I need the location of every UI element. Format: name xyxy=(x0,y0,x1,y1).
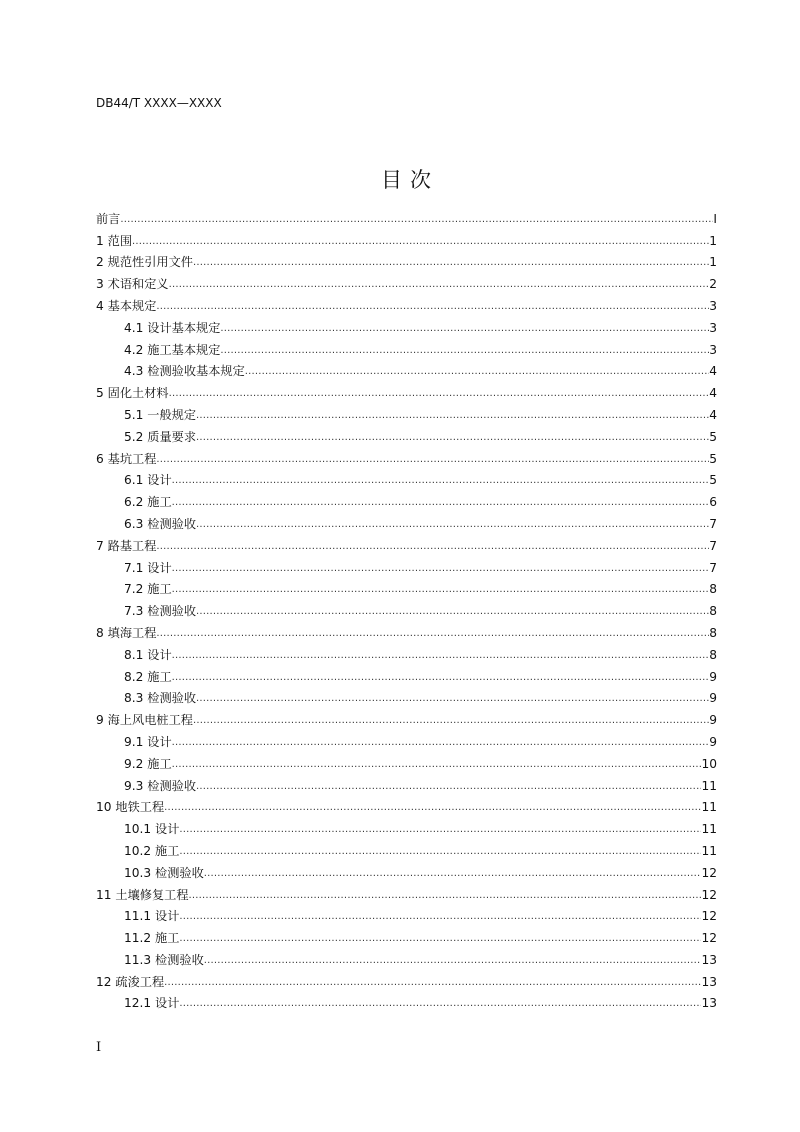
toc-entry[interactable] xyxy=(96,685,717,707)
toc-entry[interactable] xyxy=(96,794,717,816)
toc-leader-dots xyxy=(172,583,710,597)
toc-leader-dots xyxy=(120,213,713,227)
toc-entry[interactable] xyxy=(96,576,717,598)
toc-leader-dots xyxy=(156,627,709,641)
toc-entry-label: 4.1 设计基本规定 xyxy=(124,320,221,335)
toc-entry[interactable] xyxy=(96,488,717,510)
toc-entry-page: 5 xyxy=(709,473,717,488)
toc-entry-label: 11 土壤修复工程 xyxy=(96,887,189,902)
toc-entry[interactable] xyxy=(96,336,717,358)
toc-leader-dots xyxy=(179,910,701,924)
toc-leader-dots xyxy=(196,780,701,794)
toc-entry-page: 5 xyxy=(709,429,717,444)
toc-entry-page: 12 xyxy=(701,887,717,902)
toc-entry-page: 3 xyxy=(709,298,717,313)
toc-entry-label: 11.2 施工 xyxy=(124,931,180,946)
toc-entry[interactable] xyxy=(96,728,717,750)
toc-entry-label: 3 术语和定义 xyxy=(96,277,169,292)
toc-entry-label: 5.2 质量要求 xyxy=(124,429,197,444)
toc-leader-dots xyxy=(179,997,701,1011)
toc-leader-dots xyxy=(204,867,702,881)
toc-entry-label: 11.1 设计 xyxy=(124,909,180,924)
toc-entry[interactable] xyxy=(96,903,717,925)
toc-entry-label: 1 范围 xyxy=(96,233,133,248)
toc-entry-label: 7.1 设计 xyxy=(124,560,172,575)
toc-leader-dots xyxy=(172,758,702,772)
toc-entry-page: 11 xyxy=(701,843,717,858)
toc-leader-dots xyxy=(204,954,702,968)
toc-entry-page: 7 xyxy=(709,538,717,553)
toc-entry-label: 4.3 检测验收基本规定 xyxy=(124,364,245,379)
toc-entry-label: 4 基本规定 xyxy=(96,298,157,313)
toc-entry[interactable] xyxy=(96,815,717,837)
toc-leader-dots xyxy=(172,474,710,488)
toc-leader-dots xyxy=(172,562,710,576)
toc-entry-label: 9.1 设计 xyxy=(124,734,172,749)
toc-leader-dots xyxy=(196,431,709,445)
toc-entry[interactable] xyxy=(96,990,717,1012)
toc-entry-label: 8.2 施工 xyxy=(124,669,172,684)
toc-entry-label: 9.2 施工 xyxy=(124,756,172,771)
toc-entry-page: 6 xyxy=(709,495,717,510)
page-number: I xyxy=(96,1040,102,1055)
toc-entry-label: 6 基坑工程 xyxy=(96,451,157,466)
toc-entry-label: 2 规范性引用文件 xyxy=(96,255,193,270)
toc-entry-page: 9 xyxy=(709,734,717,749)
toc-leader-dots xyxy=(196,518,709,532)
toc-entry[interactable] xyxy=(96,401,717,423)
toc-entry[interactable] xyxy=(96,837,717,859)
toc-entry-label: 12 疏浚工程 xyxy=(96,974,165,989)
toc-entry-page: 1 xyxy=(709,255,717,270)
toc-entry[interactable] xyxy=(96,924,717,946)
toc-leader-dots xyxy=(169,387,710,401)
toc-entry-page: 4 xyxy=(709,386,717,401)
toc-entry-page: 13 xyxy=(701,974,717,989)
table-of-contents xyxy=(96,205,717,1011)
toc-leader-dots xyxy=(193,256,709,270)
toc-leader-dots xyxy=(172,736,710,750)
toc-entry-label: 8 填海工程 xyxy=(96,625,157,640)
toc-entry-label: 6.3 检测验收 xyxy=(124,516,197,531)
toc-leader-dots xyxy=(172,496,710,510)
toc-entry-page: 8 xyxy=(709,647,717,662)
toc-leader-dots xyxy=(164,801,701,815)
toc-title: 目次 xyxy=(381,168,439,192)
toc-entry-label: 7.3 检测验收 xyxy=(124,604,197,619)
toc-leader-dots xyxy=(196,409,709,423)
toc-entry[interactable] xyxy=(96,227,717,249)
toc-entry-label: 7.2 施工 xyxy=(124,582,172,597)
toc-entry-page: 2 xyxy=(709,277,717,292)
toc-entry-label: 前言 xyxy=(96,211,121,226)
toc-entry-page: 10 xyxy=(701,756,717,771)
toc-entry-page: 12 xyxy=(701,931,717,946)
toc-entry[interactable] xyxy=(96,292,717,314)
toc-entry[interactable] xyxy=(96,314,717,336)
toc-entry-page: 11 xyxy=(701,778,717,793)
toc-entry-label: 10.2 施工 xyxy=(124,843,180,858)
toc-leader-dots xyxy=(179,823,701,837)
toc-entry-page: 8 xyxy=(709,582,717,597)
toc-leader-dots xyxy=(220,322,709,336)
toc-entry[interactable] xyxy=(96,445,717,467)
toc-entry[interactable] xyxy=(96,597,717,619)
toc-entry-page: 9 xyxy=(709,713,717,728)
toc-entry[interactable] xyxy=(96,663,717,685)
toc-entry-label: 11.3 检测验收 xyxy=(124,952,204,967)
toc-leader-dots xyxy=(156,540,709,554)
toc-leader-dots xyxy=(172,649,710,663)
toc-entry-label: 8.1 设计 xyxy=(124,647,172,662)
toc-leader-dots xyxy=(189,889,702,903)
toc-leader-dots xyxy=(169,278,710,292)
toc-entry-page: 1 xyxy=(709,233,717,248)
toc-entry-page: 13 xyxy=(701,996,717,1011)
toc-entry-label: 5 固化土材料 xyxy=(96,386,169,401)
toc-entry-label: 9.3 检测验收 xyxy=(124,778,197,793)
toc-entry-page: 9 xyxy=(709,691,717,706)
toc-entry-label: 6.1 设计 xyxy=(124,473,172,488)
toc-leader-dots xyxy=(179,932,701,946)
toc-entry-label: 7 路基工程 xyxy=(96,538,157,553)
toc-entry-page: 5 xyxy=(709,451,717,466)
toc-entry-page: 11 xyxy=(701,800,717,815)
toc-leader-dots xyxy=(245,365,709,379)
toc-entry[interactable] xyxy=(96,750,717,772)
toc-leader-dots xyxy=(196,605,709,619)
toc-entry-label: 4.2 施工基本规定 xyxy=(124,342,221,357)
toc-entry-page: 7 xyxy=(709,560,717,575)
toc-leader-dots xyxy=(220,344,709,358)
toc-entry-label: 10.3 检测验收 xyxy=(124,865,204,880)
toc-entry[interactable] xyxy=(96,706,717,728)
toc-entry[interactable] xyxy=(96,270,717,292)
toc-entry[interactable] xyxy=(96,772,717,794)
toc-entry[interactable] xyxy=(96,619,717,641)
toc-entry[interactable] xyxy=(96,510,717,532)
toc-leader-dots xyxy=(172,671,710,685)
toc-entry[interactable] xyxy=(96,859,717,881)
toc-entry[interactable] xyxy=(96,554,717,576)
toc-entry-page: 7 xyxy=(709,516,717,531)
toc-entry[interactable] xyxy=(96,467,717,489)
toc-entry[interactable] xyxy=(96,205,717,227)
toc-entry[interactable] xyxy=(96,249,717,271)
toc-entry-page: 4 xyxy=(709,364,717,379)
toc-leader-dots xyxy=(196,692,709,706)
toc-entry-label: 8.3 检测验收 xyxy=(124,691,197,706)
toc-entry-page: 3 xyxy=(709,342,717,357)
toc-leader-dots xyxy=(164,976,701,990)
toc-entry-page: 3 xyxy=(709,320,717,335)
toc-entry-page: 8 xyxy=(709,604,717,619)
toc-entry[interactable] xyxy=(96,641,717,663)
toc-entry[interactable] xyxy=(96,532,717,554)
toc-leader-dots xyxy=(179,845,701,859)
toc-entry[interactable] xyxy=(96,881,717,903)
toc-entry-page: 8 xyxy=(709,625,717,640)
toc-entry[interactable] xyxy=(96,423,717,445)
toc-entry-label: 5.1 一般规定 xyxy=(124,407,197,422)
toc-entry-label: 12.1 设计 xyxy=(124,996,180,1011)
toc-entry-page: 12 xyxy=(701,909,717,924)
toc-entry[interactable] xyxy=(96,379,717,401)
toc-leader-dots xyxy=(156,453,709,467)
toc-entry-label: 9 海上风电桩工程 xyxy=(96,713,193,728)
toc-entry-page: 9 xyxy=(709,669,717,684)
toc-entry[interactable] xyxy=(96,946,717,968)
toc-leader-dots xyxy=(132,235,709,249)
toc-entry-page: I xyxy=(713,211,717,226)
toc-entry-label: 10.1 设计 xyxy=(124,822,180,837)
toc-entry[interactable] xyxy=(96,358,717,380)
toc-entry[interactable] xyxy=(96,968,717,990)
toc-entry-label: 10 地铁工程 xyxy=(96,800,165,815)
toc-entry-page: 13 xyxy=(701,952,717,967)
toc-entry-page: 12 xyxy=(701,865,717,880)
toc-entry-page: 4 xyxy=(709,407,717,422)
document-code: DB44/T XXXX—XXXX xyxy=(96,96,222,110)
toc-leader-dots xyxy=(156,300,709,314)
toc-entry-label: 6.2 施工 xyxy=(124,495,172,510)
toc-leader-dots xyxy=(193,714,709,728)
toc-entry-page: 11 xyxy=(701,822,717,837)
